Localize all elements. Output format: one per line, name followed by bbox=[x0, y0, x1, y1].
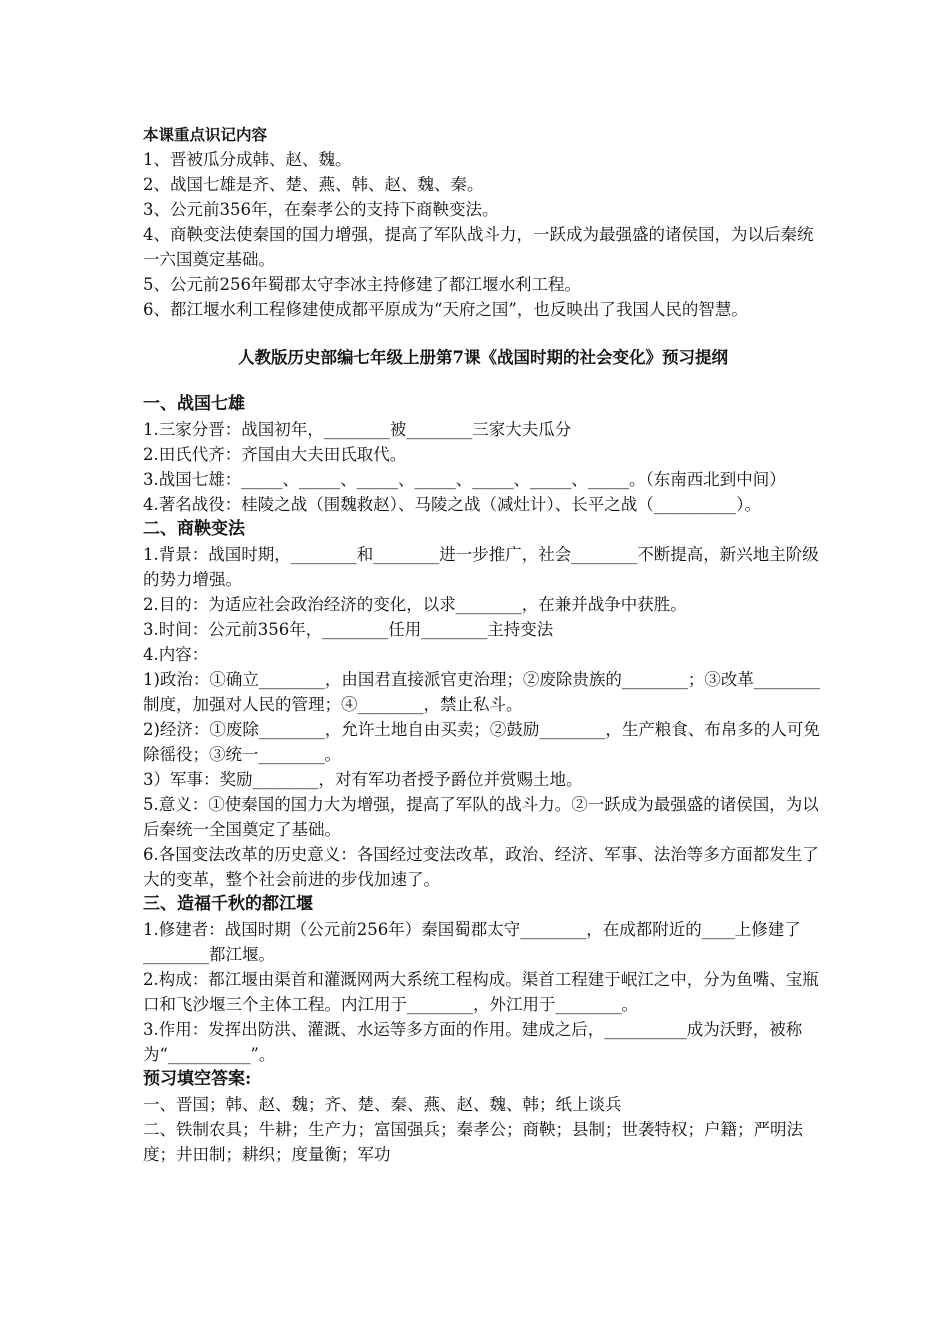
section-1-line-2: 2.田氏代齐：齐国由大夫田氏取代。 bbox=[143, 445, 407, 464]
document-page bbox=[143, 122, 823, 1167]
section-2-line-6: 2)经济：①废除________，允许土地自由买卖；②鼓励________，生产粮食、布帛多的人可免除徭役；③统一________。 bbox=[143, 720, 820, 764]
key-points-heading: 本课重点识记内容 bbox=[143, 125, 268, 144]
section-2-line-1: 1.背景：战国时期，________和________进一步推广，社会________不断提高，新兴地主阶级的势力增强。 bbox=[143, 545, 819, 589]
section-2-line-2: 2.目的：为适应社会政治经济的变化，以求________，在兼并战争中获胜。 bbox=[143, 595, 687, 614]
section-3-line-2: 2.构成：都江堰由渠首和灌溉网两大系统工程构成。渠首工程建于岷江之中，分为鱼嘴、宝瓶口和飞沙堰三个主体工程。内江用于________，外江用于________。 bbox=[143, 970, 819, 1014]
section-2-line-3: 3.时间：公元前356年，________任用________主持变法 bbox=[143, 620, 554, 639]
key-point-2: 2、战国七雄是齐、楚、燕、韩、赵、魏、秦。 bbox=[143, 175, 484, 194]
section-3-line-1: 1.修建者：战国时期（公元前256年）秦国蜀郡太守________，在成都附近的____上修建了________都江堰。 bbox=[143, 920, 801, 964]
section-2-line-8: 5.意义：①使秦国的国力大为增强，提高了军队的战斗力。②一跃成为最强盛的诸侯国，为以后秦统一全国奠定了基础。 bbox=[143, 795, 819, 839]
key-point-4: 4、商鞅变法使秦国的国力增强，提高了军队战斗力，一跃成为最强盛的诸侯国，为以后秦统一六国奠定基础。 bbox=[143, 225, 814, 269]
section-1-line-4: 4.著名战役：桂陵之战（围魏救赵）、马陵之战（减灶计）、长平之战（__________）。 bbox=[143, 495, 761, 514]
key-point-1: 1、晋被瓜分成韩、赵、魏。 bbox=[143, 150, 352, 169]
section-2-line-9: 6.各国变法改革的历史意义：各国经过变法改革，政治、经济、军事、法治等多方面都发生了大的变革，整个社会前进的步伐加速了。 bbox=[143, 845, 819, 889]
section-1-line-1: 1.三家分晋：战国初年，________被________三家大夫瓜分 bbox=[143, 420, 572, 439]
key-point-3: 3、公元前356年，在秦孝公的支持下商鞅变法。 bbox=[143, 200, 499, 219]
section-1-heading: 一、战国七雄 bbox=[143, 394, 245, 414]
section-2-line-4: 4.内容： bbox=[143, 645, 209, 664]
key-point-6: 6、都江堰水利工程修建使成都平原成为“天府之国”，也反映出了我国人民的智慧。 bbox=[143, 300, 748, 319]
section-2-line-5: 1)政治：①确立________，由国君直接派官吏治理；②废除贵族的________；③改革________制度，加强对人民的管理；④________，禁止私斗。 bbox=[143, 670, 820, 714]
answers-heading: 预习填空答案: bbox=[143, 1069, 252, 1089]
answers-line-2: 二、铁制农具；牛耕；生产力；富国强兵；秦孝公；商鞅；县制；世袭特权；户籍；严明法度；井田制；耕织；度量衡；军功 bbox=[143, 1120, 803, 1164]
document-title: 人教版历史部编七年级上册第7课《战国时期的社会变化》预习提纲 bbox=[238, 348, 728, 367]
section-3-line-3: 3.作用：发挥出防洪、灌溉、水运等多方面的作用。建成之后，__________成为沃野，被称为“__________”。 bbox=[143, 1020, 803, 1064]
section-2-line-7: 3）军事：奖励________，对有军功者授予爵位并赏赐土地。 bbox=[143, 770, 583, 789]
section-1-line-3: 3.战国七雄：_____、_____、_____、_____、_____、_____、_____。（东南西北到中间） bbox=[143, 470, 786, 489]
answers-line-1: 一、晋国；韩、赵、魏；齐、楚、秦、燕、赵、魏、韩；纸上谈兵 bbox=[143, 1095, 622, 1114]
key-point-5: 5、公元前256年蜀郡太守李冰主持修建了都江堰水利工程。 bbox=[143, 275, 581, 294]
section-2-heading: 二、商鞅变法 bbox=[143, 519, 245, 539]
section-3-heading: 三、造福千秋的都江堰 bbox=[143, 894, 313, 914]
